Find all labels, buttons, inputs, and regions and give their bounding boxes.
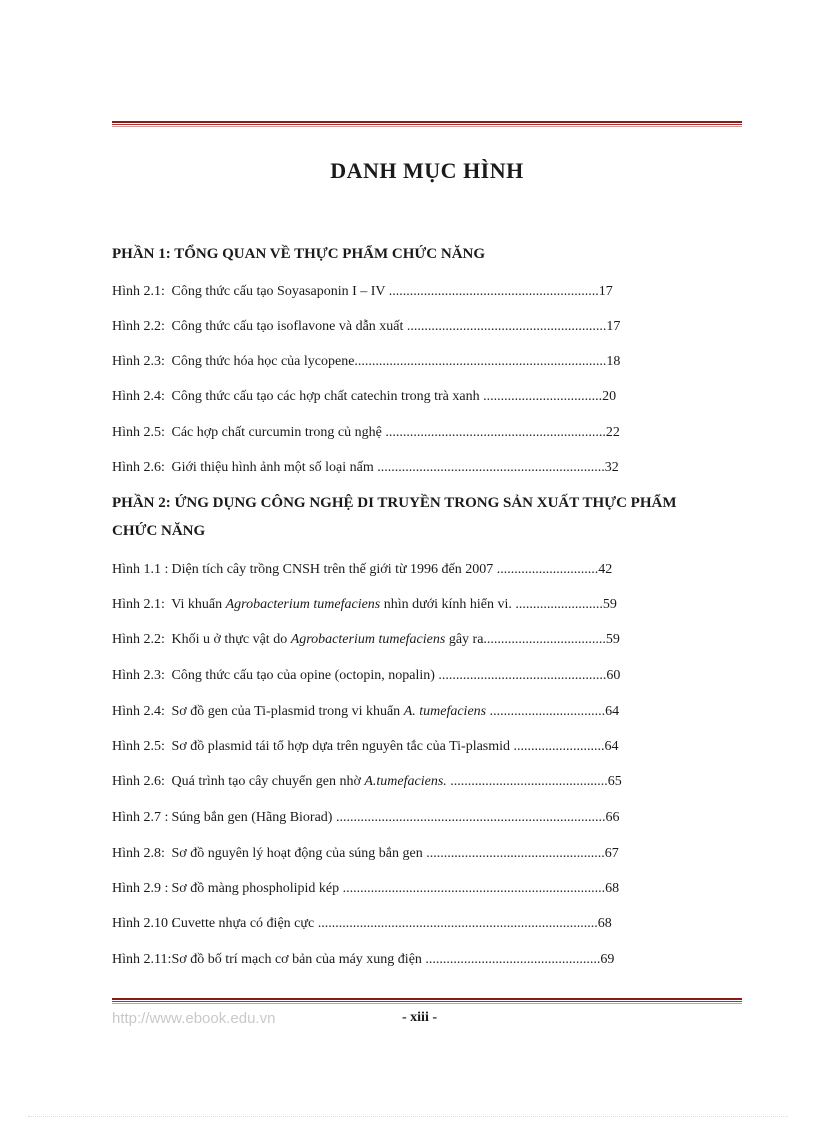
toc-entry [112, 459, 619, 477]
page-number: 64 [605, 704, 620, 719]
toc-entry [112, 880, 619, 898]
leader-dots: ............................................. [446, 774, 608, 789]
toc-entry [112, 773, 622, 791]
leader-dots: ................................................................................ [314, 916, 598, 931]
header-rule [112, 121, 742, 127]
page-number: 17 [606, 319, 621, 334]
page-number: 18 [606, 354, 621, 369]
page-number: 22 [605, 425, 620, 440]
page-number: 59 [602, 597, 617, 612]
species-name: A. tumefaciens [403, 704, 487, 719]
figure-number: Hình 2.6: [112, 774, 165, 789]
toc-entry [112, 424, 620, 442]
toc-entry [112, 561, 612, 579]
figure-caption: Giới thiệu hình ảnh một số loại nấm [168, 460, 374, 475]
figure-number: Hình 2.2: [112, 632, 165, 647]
figure-caption-prefix: Sơ đồ gen của Ti-plasmid trong vi khuẩn [168, 704, 404, 719]
page-number: 66 [605, 810, 620, 825]
species-name: A.tumefaciens. [364, 774, 447, 789]
figure-number: Hình 2.5: [112, 425, 165, 440]
figure-number: Hình 2.3: [112, 354, 165, 369]
figure-caption-prefix: Quá trình tạo cây chuyển gen nhờ [168, 774, 365, 789]
toc-entry [112, 951, 614, 969]
toc-entry [112, 631, 620, 649]
figure-caption: nhìn dưới kính hiển vi. [380, 597, 512, 612]
leader-dots: ......................... [511, 597, 603, 612]
figure-number: Hình 2.3: [112, 668, 165, 683]
figure-caption: Súng bắn gen (Hãng Biorad) [168, 810, 333, 825]
figure-caption: Công thức hóa học của lycopene [168, 354, 355, 369]
page-edge-divider [28, 1116, 788, 1117]
footer-rule [112, 998, 742, 1004]
leader-dots: ............................................................... [381, 425, 606, 440]
page-number: 69 [600, 952, 615, 967]
figure-caption-prefix: Khối u ở thực vật do [168, 632, 291, 647]
figure-number: Hình 2.9 : [112, 881, 169, 896]
toc-entry [112, 283, 613, 301]
species-name: Agrobacterium tumefaciens [225, 597, 381, 612]
toc-entry [112, 596, 617, 614]
section-heading-1: PHẦN 1: TỔNG QUAN VỀ THỰC PHẨM CHỨC NĂNG [112, 246, 486, 262]
page-number: 67 [604, 846, 619, 861]
leader-dots: ................................................................. [373, 460, 605, 475]
leader-dots: .................................................. [421, 952, 601, 967]
figure-number: Hình 1.1 : [112, 562, 169, 577]
leader-dots: ............................. [493, 562, 599, 577]
figure-number: Hình 2.1: [112, 284, 165, 299]
toc-entry [112, 738, 619, 756]
figure-caption: Sơ đồ bố trí mạch cơ bản của máy xung điện [168, 952, 422, 967]
toc-entry [112, 667, 620, 685]
leader-dots: .................................. [479, 389, 603, 404]
figure-number: Hình 2.6: [112, 460, 165, 475]
page-title: DANH MỤC HÌNH [330, 158, 524, 183]
page-number: 68 [597, 916, 612, 931]
page-number: 59 [605, 632, 620, 647]
figure-caption: Sơ đồ nguyên lý hoạt động của súng bắn gen [168, 846, 423, 861]
leader-dots: ................................... [483, 632, 606, 647]
figure-caption: Công thức cấu tạo Soyasaponin I – IV [168, 284, 386, 299]
figure-caption: Diện tích cây trồng CNSH trên thế giới từ 1996 đến 2007 [168, 562, 494, 577]
page-number: 64 [604, 739, 619, 754]
page-number: 42 [598, 562, 613, 577]
toc-entry [112, 915, 612, 933]
figure-number: Hình 2.4: [112, 389, 165, 404]
section-heading-2: PHẦN 2: ỨNG DỤNG CÔNG NGHỆ DI TRUYỀN TRONG SẢN XUẤT THỰC PHẨM CHỨC NĂNG [112, 495, 677, 539]
figure-caption: Công thức cấu tạo isoflavone và dẫn xuất [168, 319, 404, 334]
page-number: 65 [607, 774, 622, 789]
leader-dots: ................................................ [434, 668, 607, 683]
leader-dots: ............................................................ [385, 284, 599, 299]
page-number: 68 [605, 881, 620, 896]
figure-caption: gây ra [445, 632, 484, 647]
toc-entry [112, 703, 619, 721]
toc-entry [112, 353, 620, 371]
figure-caption: Sơ đồ plasmid tái tổ hợp dựa trên nguyên tắc của Ti-plasmid [168, 739, 511, 754]
leader-dots: ............................................................................. [332, 810, 606, 825]
toc-entry [112, 809, 619, 827]
toc-entry [112, 388, 616, 406]
figure-number: Hình 2.8: [112, 846, 165, 861]
figure-caption: Sơ đồ màng phospholipid kép [168, 881, 340, 896]
toc-entry [112, 845, 619, 863]
leader-dots: ................................................... [422, 846, 605, 861]
leader-dots: ........................................................................... [339, 881, 606, 896]
page-number: 60 [606, 668, 621, 683]
leader-dots: ................................. [486, 704, 606, 719]
figure-caption-prefix: Vi khuẩn [168, 597, 226, 612]
leader-dots: ......................................................... [403, 319, 607, 334]
footer-page-number: - xiii - [402, 1010, 437, 1025]
footer-url-link[interactable]: http://www.ebook.edu.vn [112, 1010, 276, 1027]
page-number: 20 [602, 389, 617, 404]
toc-entry [112, 318, 620, 336]
leader-dots: .......................... [510, 739, 605, 754]
page-number: 17 [598, 284, 613, 299]
figure-caption: Các hợp chất curcumin trong củ nghệ [168, 425, 382, 440]
leader-dots: ........................................................................ [354, 354, 607, 369]
species-name: Agrobacterium tumefaciens [290, 632, 446, 647]
page-number: 32 [604, 460, 619, 475]
figure-number: Hình 2.5: [112, 739, 165, 754]
figure-number: Hình 2.1: [112, 597, 165, 612]
figure-number: Hình 2.2: [112, 319, 165, 334]
figure-number: Hình 2.10 : [112, 916, 176, 931]
figure-caption: Công thức cấu tạo của opine (octopin, nopalin) [168, 668, 435, 683]
figure-number: Hình 2.11: [112, 952, 172, 967]
figure-number: Hình 2.7 : [112, 810, 169, 825]
figure-caption: Công thức cấu tạo các hợp chất catechin trong trà xanh [168, 389, 480, 404]
figure-number: Hình 2.4: [112, 704, 165, 719]
figure-caption: Cuvette nhựa có điện cực [168, 916, 315, 931]
